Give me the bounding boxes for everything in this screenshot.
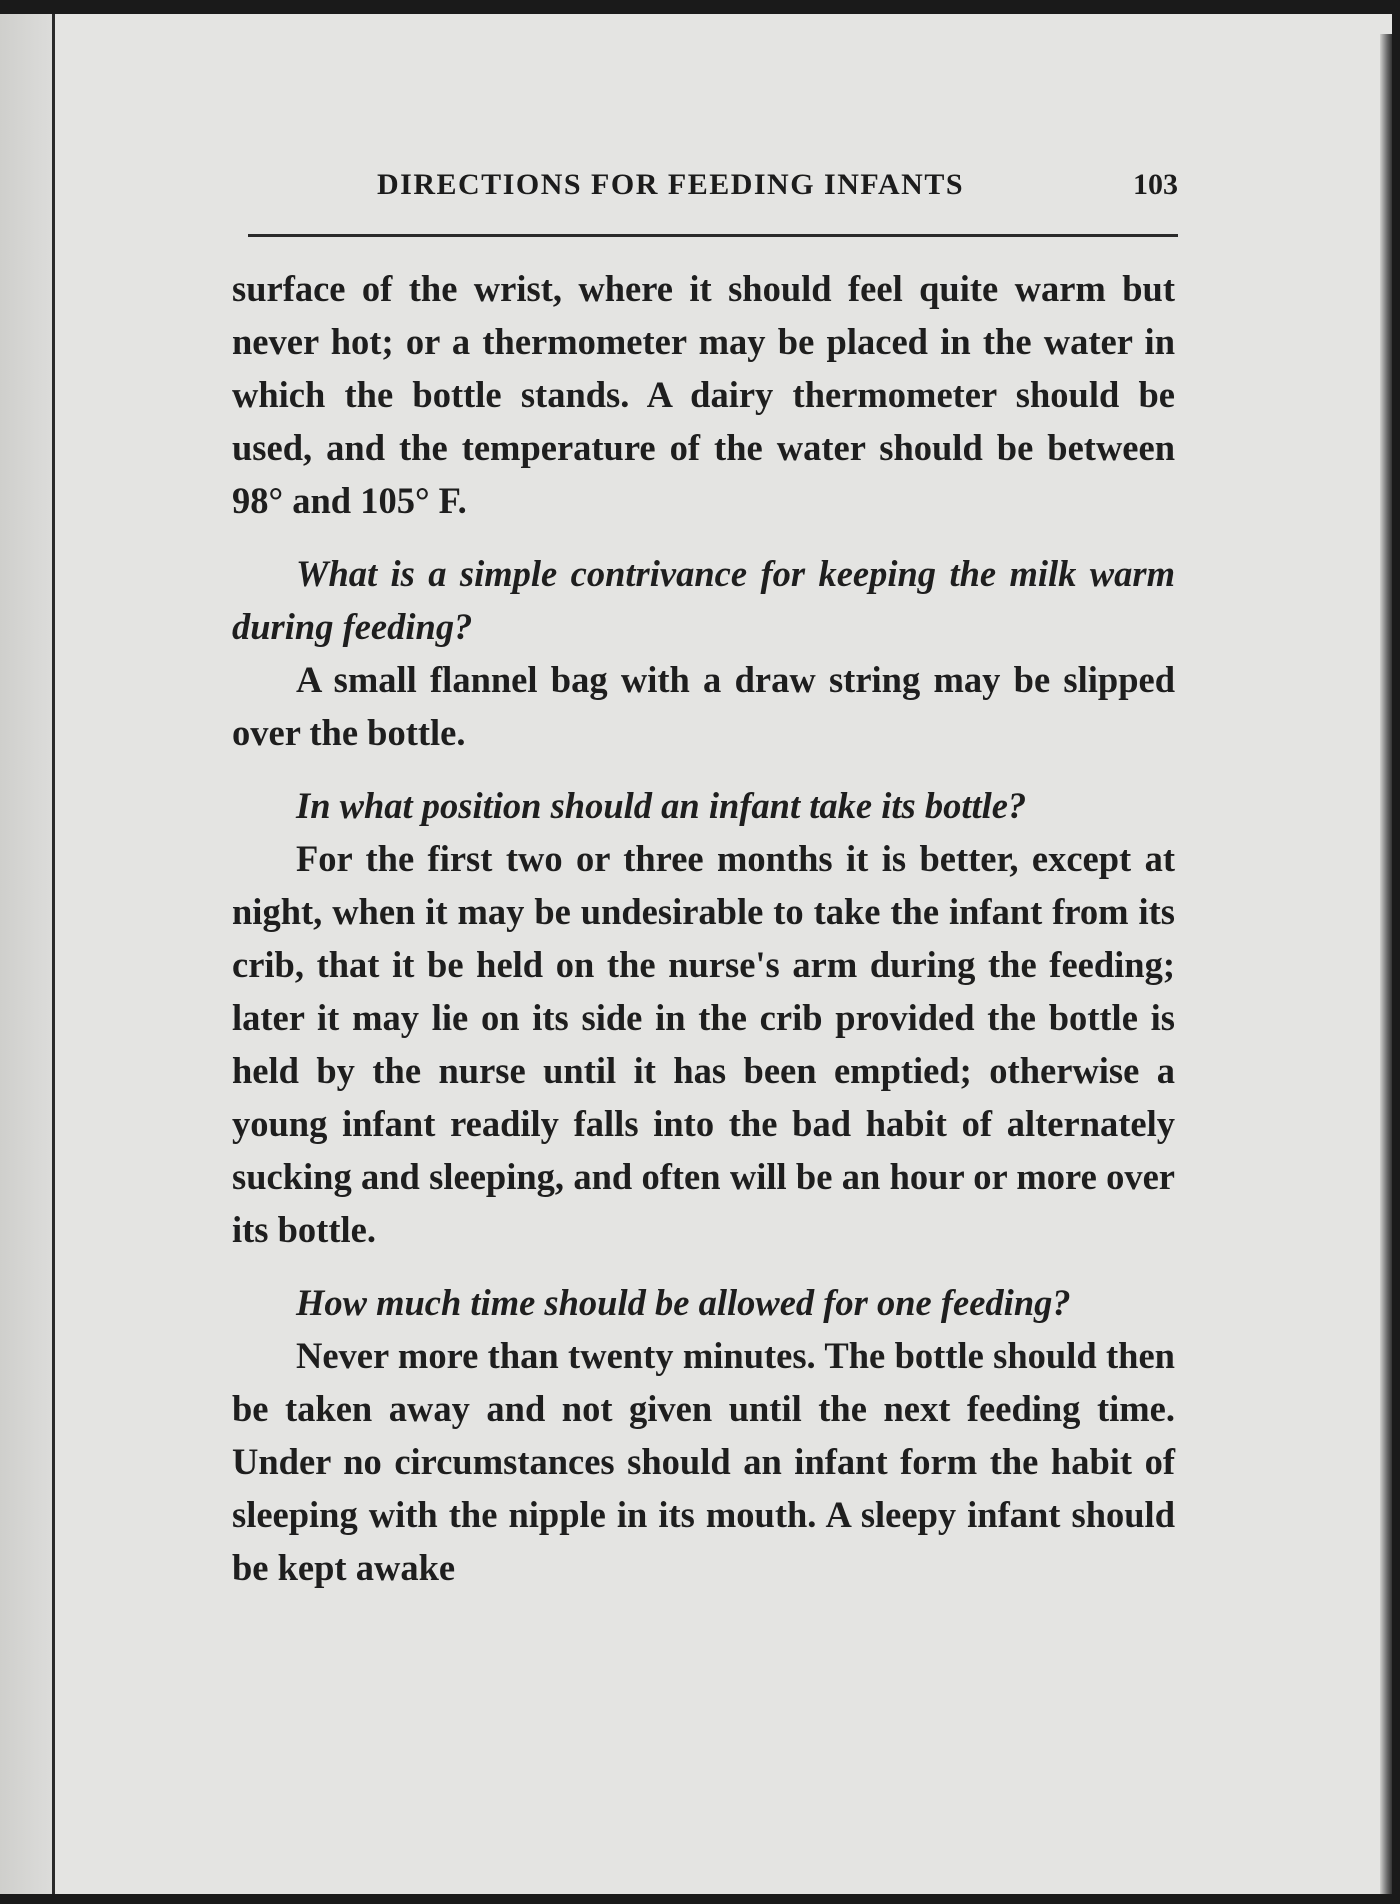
answer-feeding-position: For the first two or three months it is better, except at night, when it may be undesirable to take the infant from its crib, that it be held on the nurse's arm during the feeding; later it may lie on its side in the crib provided the bottle is held by the nurse until it has been emptied; otherwise a young infant readily falls into the bad habit of alternately sucking and sleeping, and often will be an hour or more over its bottle.	[232, 838, 1175, 1250]
page-body	[232, 262, 1175, 1594]
page-right-edge	[1380, 34, 1392, 1894]
page-number: 103	[1133, 168, 1178, 201]
answer-flannel-bag: A small flannel bag with a draw string may be slipped over the bottle.	[232, 659, 1175, 753]
header-rule	[248, 234, 1178, 237]
question-feeding-position: In what position should an infant take its bottle?	[296, 785, 1027, 826]
running-title: DIRECTIONS FOR FEEDING INFANTS	[377, 168, 965, 201]
answer-feeding-time: Never more than twenty minutes. The bottle should then be taken away and not given until the next feeding time. Under no circumstances should an infant form the habit of sleeping with the nipple in its mouth. A sleepy infant should be kept awake	[232, 1335, 1175, 1588]
running-header	[243, 160, 1178, 210]
question-keeping-milk-warm: What is a simple contrivance for keeping the milk warm during feeding?	[232, 553, 1175, 647]
gutter-edge	[52, 14, 55, 1894]
gutter-shadow	[0, 14, 52, 1894]
paragraph-continued: surface of the wrist, where it should feel quite warm but never hot; or a thermometer may be placed in the water in which the bottle stands. A dairy thermometer should be used, and the temperature of the water should be between 98° and 105° F.	[232, 268, 1175, 521]
question-feeding-time: How much time should be allowed for one feeding?	[296, 1282, 1071, 1323]
